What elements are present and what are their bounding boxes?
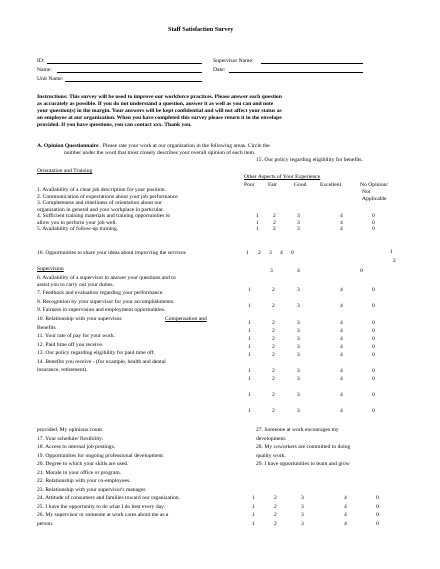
question-item: 9. Fairness in supervision and employment opportunities. xyxy=(37,307,166,313)
header-no-opinion: No Opinion/ xyxy=(360,182,389,188)
rating-option[interactable]: 4 xyxy=(340,226,343,232)
question-item: Benefits xyxy=(37,324,56,331)
rating-option[interactable]: 4 xyxy=(340,336,343,342)
section-a-label: A. Opinion Questionnaire xyxy=(37,143,99,149)
header-applicable: Applicable xyxy=(362,196,387,202)
unit-name-label: Unit Name: xyxy=(37,76,64,82)
name-label: Name: xyxy=(37,67,52,73)
date-label: Date: xyxy=(213,67,226,73)
rating-option[interactable]: 1 xyxy=(248,303,251,309)
other-aspects-heading: Other Aspects of Your Experience xyxy=(244,174,321,180)
rating-option[interactable]: 4 xyxy=(340,303,343,309)
rating-option[interactable]: 3 xyxy=(297,213,300,219)
rating-option[interactable]: 0 xyxy=(372,368,375,374)
rating-option[interactable]: 4 xyxy=(344,503,347,510)
question-item: 1. Availability of a clear job description for your position. xyxy=(37,187,166,193)
rating-option[interactable]: 4 xyxy=(340,320,343,326)
rating-option[interactable]: 1 xyxy=(252,495,255,501)
rating-option[interactable]: 1 xyxy=(248,336,251,342)
name-field[interactable] xyxy=(57,72,202,73)
rating-option[interactable]: 0 xyxy=(372,376,375,382)
rating-option[interactable]: 0 xyxy=(372,287,375,293)
supervision-heading: Supervision xyxy=(37,266,64,272)
stray-number: 1 xyxy=(390,249,393,255)
rating-option[interactable]: 0 xyxy=(372,213,375,219)
question-item: 5. Availability of follow-up training. xyxy=(37,226,119,232)
rating-option[interactable]: 4 xyxy=(340,376,343,382)
rating-option[interactable]: 2 xyxy=(274,512,277,518)
rating-option[interactable]: 3 xyxy=(297,287,300,293)
question-item: 24. Attitude of consumers and families toward our organization. xyxy=(37,495,181,501)
question-item: 12. Paid time off you receive. xyxy=(37,341,104,348)
instructions-line-1: Instructions: This survey will be used to improve our workforce practices. Please answer each question xyxy=(37,94,282,100)
instructions-line-5: provided. If you have questions, you can contact xxx. Thank you. xyxy=(37,122,192,128)
question-item: insurance, retirement). xyxy=(37,367,88,373)
rating-option[interactable]: 3 xyxy=(297,392,300,398)
rating-option[interactable]: 4 xyxy=(340,408,343,414)
rating-option[interactable]: 0 xyxy=(291,250,294,256)
rating-option[interactable]: 1 xyxy=(248,287,251,293)
question-item: assist you to carry out your duties. xyxy=(37,281,114,288)
rating-option[interactable]: 4 xyxy=(340,287,343,293)
id-field[interactable] xyxy=(47,63,202,64)
rating-option[interactable]: 2 xyxy=(272,368,275,374)
rating-option[interactable]: 2 xyxy=(272,408,275,414)
rating-option[interactable]: 3 xyxy=(297,376,300,382)
rating-option[interactable]: 1 xyxy=(256,219,259,226)
section-a-text-1: . Please rate your work at our organization in the following areas. Circle the xyxy=(98,143,270,149)
question-item: provided. My opinions count. xyxy=(37,427,104,433)
question-item: development. xyxy=(256,435,287,442)
rating-option[interactable]: 1 xyxy=(248,368,251,374)
rating-option[interactable]: 3 xyxy=(297,320,300,326)
rating-option[interactable]: 1 xyxy=(246,250,249,256)
question-item: 22. Relationship with your co-employees. xyxy=(37,478,131,484)
rating-option[interactable]: 2 xyxy=(272,352,275,358)
question-item: 13. Our policy regarding eligibility for paid time off. xyxy=(37,350,155,356)
question-item: organization in general and your workplace in particular. xyxy=(37,206,164,213)
date-field[interactable] xyxy=(229,72,363,73)
question-item: 23. Relationship with your supervisor's manager. xyxy=(37,486,147,493)
rating-option[interactable]: 3 xyxy=(297,408,300,414)
rating-option[interactable]: 2 xyxy=(272,287,275,293)
rating-option[interactable]: 3 xyxy=(270,268,273,274)
question-item: 6. Availability of a supervisor to answer your questions and to xyxy=(37,275,176,281)
rating-option[interactable]: 4 xyxy=(340,392,343,398)
rating-option[interactable]: 2 xyxy=(274,503,277,510)
question-item: 27. Someone at work encourages my xyxy=(256,427,339,433)
rating-option[interactable]: 0 xyxy=(376,503,379,510)
rating-option[interactable]: 1 xyxy=(256,226,259,232)
question-item: 25. I have the opportunity to do what I do best every day. xyxy=(37,503,165,510)
question-item: quality work. xyxy=(256,452,286,459)
rating-option[interactable]: 0 xyxy=(372,320,375,326)
rating-option[interactable]: 2 xyxy=(273,213,276,219)
question-item: 18. Access to internal job postings. xyxy=(37,444,116,450)
rating-option[interactable]: 0 xyxy=(372,408,375,414)
question-item: 16. Opportunities to share your ideas about improving the services xyxy=(37,250,186,256)
compensation-heading: Compensation and xyxy=(165,316,207,322)
rating-option[interactable]: 2 xyxy=(274,520,277,527)
rating-option[interactable]: 4 xyxy=(340,344,343,350)
question-item: 3. Completeness and timeliness of orientation about our xyxy=(37,200,162,206)
rating-option[interactable]: 0 xyxy=(372,352,375,358)
unit-name-field[interactable] xyxy=(65,81,202,82)
question-item: 21. Morale in your office or program. xyxy=(37,469,122,476)
question-item: 14. Benefits you receive - (for example, health and dental xyxy=(37,358,166,365)
rating-option[interactable]: 1 xyxy=(252,503,255,510)
rating-option[interactable]: 0 xyxy=(372,328,375,334)
rating-option[interactable]: 4 xyxy=(340,328,343,334)
rating-option[interactable]: 1 xyxy=(256,213,259,219)
rating-option[interactable]: 3 xyxy=(301,512,304,518)
rating-option[interactable]: 3 xyxy=(297,336,300,342)
question-item: person. xyxy=(37,520,54,527)
rating-option[interactable]: 2 xyxy=(272,392,275,398)
rating-option[interactable]: 0 xyxy=(372,219,375,226)
rating-option[interactable]: 4 xyxy=(340,213,343,219)
rating-option[interactable]: 3 xyxy=(301,520,304,527)
rating-option[interactable]: 1 xyxy=(252,520,255,527)
question-item: allow you to perform your job well. xyxy=(37,219,118,226)
rating-option[interactable]: 4 xyxy=(280,250,283,256)
rating-option[interactable]: 3 xyxy=(301,503,304,510)
rating-option[interactable]: 4 xyxy=(297,268,300,274)
rating-option[interactable]: 0 xyxy=(372,392,375,398)
rating-option[interactable]: 2 xyxy=(272,328,275,334)
rating-option[interactable]: 1 xyxy=(248,328,251,334)
section-a-intro xyxy=(37,143,270,150)
header-good: Good xyxy=(294,182,307,188)
rating-option[interactable]: 0 xyxy=(376,495,379,501)
rating-option[interactable]: 3 xyxy=(297,328,300,334)
question-item: 8. Recognition by your supervisor for your accomplishments. xyxy=(37,298,175,305)
rating-option[interactable]: 3 xyxy=(297,352,300,358)
rating-option[interactable]: 0 xyxy=(372,303,375,309)
question-item: 17. Your schedule/ flexibility. xyxy=(37,435,104,442)
rating-option[interactable]: 1 xyxy=(248,408,251,414)
rating-option[interactable]: 4 xyxy=(340,368,343,374)
rating-option[interactable]: 3 xyxy=(297,303,300,309)
rating-option[interactable]: 4 xyxy=(340,352,343,358)
rating-option[interactable]: 0 xyxy=(372,336,375,342)
question-item: 10. Relationship with your supervisor. xyxy=(37,316,123,322)
rating-option[interactable]: 0 xyxy=(360,268,363,274)
survey-title: Staff Satisfaction Survey xyxy=(168,26,234,33)
rating-option[interactable]: 1 xyxy=(248,352,251,358)
header-poor: Poor xyxy=(244,182,255,188)
instructions-line-3: your question(s) in the margin. Your answers will be kept confidential and will not affect your status as xyxy=(37,108,282,114)
rating-option[interactable]: 4 xyxy=(344,495,347,501)
rating-option[interactable]: 0 xyxy=(372,226,375,232)
rating-option[interactable]: 4 xyxy=(344,512,347,518)
id-label: ID: xyxy=(37,58,45,64)
rating-option[interactable]: 2 xyxy=(272,303,275,309)
header-fair: Fair xyxy=(268,182,278,188)
rating-option[interactable]: 2 xyxy=(272,336,275,342)
rating-option[interactable]: 2 xyxy=(272,376,275,382)
rating-option[interactable]: 4 xyxy=(344,520,347,527)
question-item: 7. Feedback and evaluation regarding your performance. xyxy=(37,290,164,296)
question-item: 2. Communication of expectations about your job performance xyxy=(37,193,178,200)
rating-option[interactable]: 3 xyxy=(297,344,300,350)
rating-option[interactable]: 2 xyxy=(272,344,275,350)
rating-option[interactable]: 1 xyxy=(248,344,251,350)
rating-option[interactable]: 2 xyxy=(273,219,276,226)
rating-option[interactable]: 0 xyxy=(376,512,379,518)
instructions-line-4: an employee at our organization. When you have completed this survey please return it in the envelope xyxy=(37,115,282,121)
question-item: 28. My coworkers are committed to doing xyxy=(256,444,351,450)
rating-option[interactable]: 1 xyxy=(248,376,251,382)
rating-option[interactable]: 1 xyxy=(248,320,251,326)
rating-option[interactable]: 2 xyxy=(273,226,276,232)
rating-option[interactable]: 3 xyxy=(269,250,272,256)
rating-option[interactable]: 3 xyxy=(297,368,300,374)
rating-option[interactable]: 2 xyxy=(272,320,275,326)
rating-option[interactable]: 2 xyxy=(258,250,261,256)
question-item: 11. Your rate of pay for your work. xyxy=(37,333,116,339)
question-item: 19. Opportunities for ongoing professional development. xyxy=(37,452,165,459)
header-not: Not xyxy=(362,189,371,195)
rating-option[interactable]: 3 xyxy=(301,495,304,501)
question-item: 26. My supervisor or someone at work cares about me as a xyxy=(37,512,169,518)
rating-option[interactable]: 4 xyxy=(340,219,343,226)
section-a-text-2: number under the word that most closely describes your overall opinion of each item. xyxy=(64,150,256,156)
rating-option[interactable]: 3 xyxy=(297,226,300,232)
header-excellent: Excellent xyxy=(320,182,342,188)
instructions-line-2: as accurately as possible. If you do not understand a question, answer it as well as you can and note xyxy=(37,101,274,107)
question-item: 29. I have opportunities to learn and grow xyxy=(256,461,350,467)
q15-top: 15. Our policy regarding eligibility for benefits. xyxy=(256,157,363,163)
rating-option[interactable]: 0 xyxy=(376,520,379,527)
stray-number: 2 xyxy=(393,258,396,264)
supervisor-name-field[interactable] xyxy=(261,63,363,64)
rating-option[interactable]: 3 xyxy=(297,219,300,226)
rating-option[interactable]: 2 xyxy=(274,495,277,501)
question-item: 20. Degree to which your skills are used. xyxy=(37,461,129,467)
orientation-training-heading: Orientation and Training xyxy=(37,168,93,174)
rating-option[interactable]: 0 xyxy=(372,344,375,350)
question-item: 4. Sufficient training materials and training opportunities to xyxy=(37,213,171,219)
rating-option[interactable]: 1 xyxy=(252,512,255,518)
rating-option[interactable]: 1 xyxy=(248,392,251,398)
supervisor-name-label: Supervisor Name: xyxy=(213,58,254,64)
